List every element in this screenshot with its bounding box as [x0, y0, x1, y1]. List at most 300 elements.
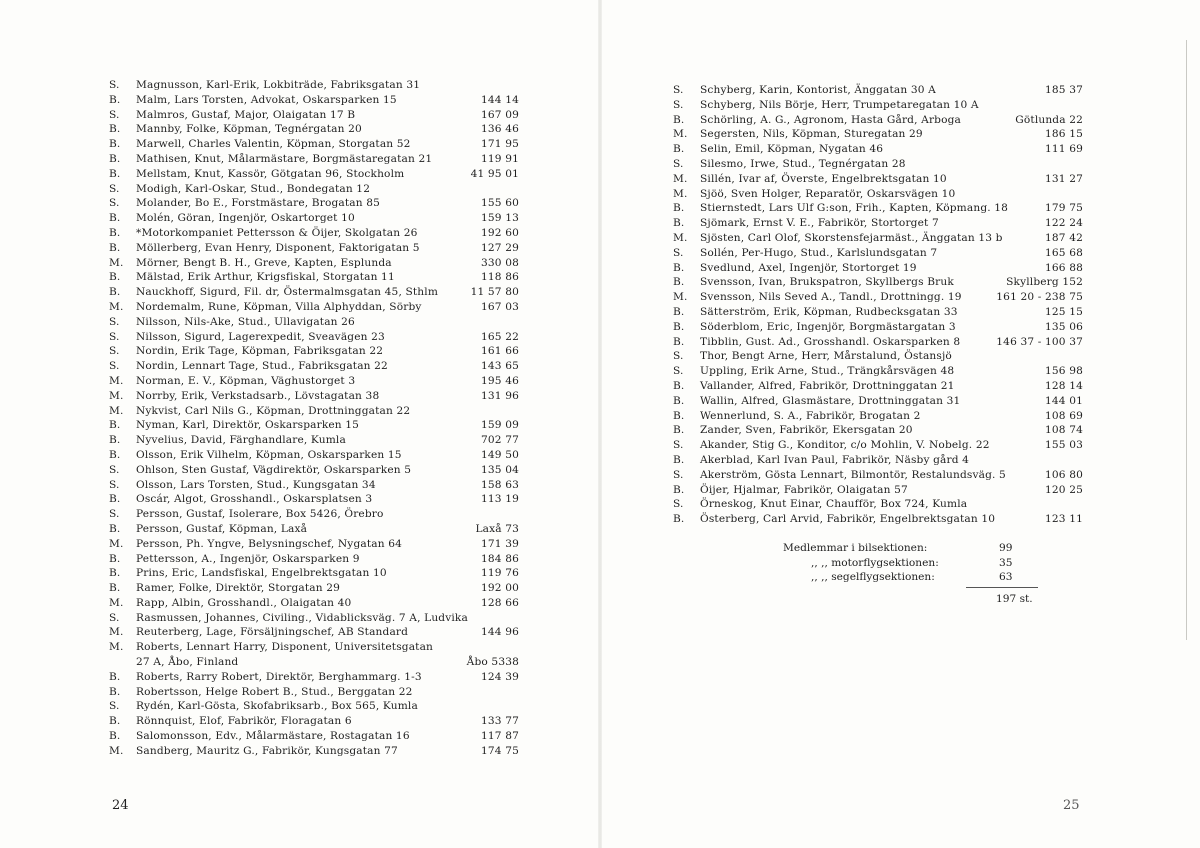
- phone-number: 131 96: [481, 389, 519, 402]
- member-entry: [673, 127, 1083, 142]
- member-name-address: Sollén, Per-Hugo, Stud., Karlslundsgatan 7: [700, 246, 938, 259]
- summary-total: 197 st.: [996, 593, 1033, 605]
- phone-number: 144 14: [481, 93, 519, 106]
- member-entry: [109, 729, 519, 744]
- member-name-address: Stiernstedt, Lars Ulf G:son, Frih., Kapten, Köpmang. 18: [700, 202, 1009, 215]
- member-name-address: Sandberg, Mauritz G., Fabrikör, Kungsgatan 77: [136, 744, 398, 757]
- section-code: M.: [109, 404, 124, 417]
- member-name-address: Nordin, Lennart Tage, Stud., Fabriksgatan 22: [136, 360, 388, 373]
- member-name-address: Olsson, Erik Vilhelm, Köpman, Oskarsparken 15: [136, 448, 402, 461]
- section-code: B.: [109, 493, 121, 506]
- phone-number: 118 86: [481, 271, 519, 284]
- section-code: M.: [109, 596, 124, 609]
- phone-number: 702 77: [481, 434, 519, 447]
- member-name-address: Segersten, Nils, Köpman, Sturegatan 29: [700, 128, 923, 141]
- member-name-address: Örneskog, Knut Einar, Chaufför, Box 724, Kumla: [700, 498, 968, 511]
- member-entry: [109, 596, 519, 611]
- section-code: S.: [109, 345, 120, 358]
- section-code: B.: [673, 320, 685, 333]
- member-name-address: Silesmo, Irwe, Stud., Tegnérgatan 28: [700, 157, 906, 170]
- section-code: B.: [109, 212, 121, 225]
- member-name-address: Salomonsson, Edv., Målarmästare, Rostagatan 16: [136, 730, 410, 743]
- section-code: M.: [109, 256, 124, 269]
- member-entry: [109, 122, 519, 137]
- page-edge-mark: [1186, 40, 1187, 640]
- member-name-address: Nordin, Erik Tage, Köpman, Fabriksgatan 22: [136, 345, 384, 358]
- member-entry: [109, 418, 519, 433]
- section-code: B.: [109, 241, 121, 254]
- section-code: B.: [109, 138, 121, 151]
- section-code: S.: [109, 700, 120, 713]
- member-list-right: [673, 83, 1083, 527]
- section-code: B.: [673, 379, 685, 392]
- member-list-left: [109, 78, 519, 759]
- member-entry: [109, 137, 519, 152]
- member-name-address: Svedlund, Axel, Ingenjör, Stortorget 19: [700, 261, 917, 274]
- member-entry: [109, 270, 519, 285]
- phone-number: 159 13: [481, 212, 519, 225]
- section-code: B.: [109, 582, 121, 595]
- member-name-address: Nyvelius, David, Färghandlare, Kumla: [136, 434, 346, 447]
- section-code: M.: [109, 626, 124, 639]
- page-number-left: 24: [112, 798, 129, 813]
- phone-number: 155 60: [481, 197, 519, 210]
- member-entry: [109, 522, 519, 537]
- member-name-address: Wennerlund, S. A., Fabrikör, Brogatan 2: [700, 409, 921, 422]
- member-name-address: Mellstam, Knut, Kassör, Götgatan 96, Stockholm: [136, 167, 405, 180]
- section-code: B.: [673, 276, 685, 289]
- section-code: M.: [109, 300, 124, 313]
- member-name-address: Sätterström, Erik, Köpman, Rudbecksgatan 33: [700, 305, 958, 318]
- member-name-address: Norman, E. V., Köpman, Väghustorget 3: [136, 374, 356, 387]
- member-entry: [109, 670, 519, 685]
- section-code: M.: [109, 374, 124, 387]
- member-name-address: Rydén, Karl-Gösta, Skofabriksarb., Box 565, Kumla: [136, 700, 418, 713]
- member-entry: [109, 211, 519, 226]
- section-code: S.: [109, 182, 120, 195]
- member-entry: [673, 113, 1083, 128]
- phone-number: 120 25: [1045, 483, 1083, 496]
- phone-number: 155 03: [1045, 439, 1083, 452]
- phone-number: 192 00: [481, 582, 519, 595]
- summary-label: ,, ,, motorflygsektionen:: [811, 556, 939, 569]
- member-name-address: Zander, Sven, Fabrikör, Ekersgatan 20: [700, 424, 913, 437]
- phone-number: 128 14: [1045, 379, 1083, 392]
- member-entry: [109, 78, 519, 93]
- member-entry: [673, 275, 1083, 290]
- summary-row-motorflyg: [783, 556, 1043, 571]
- member-name-address: Akerblad, Karl Ivan Paul, Fabrikör, Näsby gård 4: [700, 453, 970, 466]
- member-entry: [673, 290, 1083, 305]
- phone-number: 108 74: [1045, 424, 1083, 437]
- phone-number: 119 76: [481, 567, 519, 580]
- section-code: B.: [673, 394, 685, 407]
- member-entry: [109, 714, 519, 729]
- phone-number: 161 20 - 238 75: [996, 291, 1083, 304]
- section-code: B.: [109, 286, 121, 299]
- section-code: S.: [109, 478, 120, 491]
- phone-number: 122 24: [1045, 217, 1083, 230]
- page-number-right: 25: [1063, 798, 1080, 813]
- phone-number: 158 63: [481, 478, 519, 491]
- section-code: S.: [673, 157, 684, 170]
- phone-number: 108 69: [1045, 409, 1083, 422]
- summary-label: ,, ,, segelflygsektionen:: [811, 571, 935, 583]
- phone-number: 144 96: [481, 626, 519, 639]
- section-code: B.: [109, 226, 121, 239]
- phone-number: 135 06: [1045, 320, 1083, 333]
- member-entry: [673, 83, 1083, 98]
- member-name-address: Rasmussen, Johannes, Civiling., Vidablicksväg. 7 A, Ludvika: [136, 611, 468, 624]
- member-name-address: Sjöö, Sven Holger, Reparatör, Oskarsvägen 10: [700, 187, 956, 200]
- section-code: S.: [109, 315, 120, 328]
- section-code: B.: [109, 522, 121, 535]
- member-name-address: Molén, Göran, Ingenjör, Oskartorget 10: [136, 212, 355, 225]
- section-code: B.: [673, 305, 685, 318]
- member-entry: [109, 93, 519, 108]
- member-entry: [673, 349, 1083, 364]
- member-entry: [673, 201, 1083, 216]
- member-entry: [109, 640, 519, 655]
- member-name-address: Malm, Lars Torsten, Advokat, Oskarsparken 15: [136, 93, 397, 106]
- member-name-address: 27 A, Åbo, Finland: [136, 656, 239, 669]
- section-code: B.: [109, 552, 121, 565]
- phone-number: 167 03: [481, 300, 519, 313]
- phone-number: 167 09: [481, 108, 519, 121]
- section-code: S.: [673, 98, 684, 111]
- section-code: M.: [109, 537, 124, 550]
- member-name-address: Pettersson, A., Ingenjör, Oskarsparken 9: [136, 552, 360, 565]
- member-entry: [673, 468, 1083, 483]
- member-entry: [673, 379, 1083, 394]
- section-code: B.: [109, 152, 121, 165]
- section-code: B.: [673, 424, 685, 437]
- member-entry: [109, 507, 519, 522]
- phone-number: 128 66: [481, 596, 519, 609]
- member-name-address: Österberg, Carl Arvid, Fabrikör, Engelbrektsgatan 10: [700, 513, 996, 526]
- section-code: B.: [673, 113, 685, 126]
- member-name-address: Wallin, Alfred, Glasmästare, Drottninggatan 31: [700, 394, 961, 407]
- member-entry: [673, 483, 1083, 498]
- member-name-address: Svensson, Nils Seved A., Tandl., Drottningg. 19: [700, 291, 962, 304]
- member-entry: [673, 497, 1083, 512]
- member-name-address: Nauckhoff, Sigurd, Fil. dr, Östermalmsgatan 45, Sthlm: [136, 286, 439, 299]
- section-code: M.: [109, 744, 124, 757]
- phone-number: 186 15: [1045, 128, 1083, 141]
- member-name-address: Oscár, Algot, Grosshandl., Oskarsplatsen 3: [136, 493, 373, 506]
- member-entry: [109, 744, 519, 759]
- member-name-address: Akander, Stig G., Konditor, c/o Mohlin, V. Nobelg. 22: [700, 439, 990, 452]
- member-name-address: Roberts, Lennart Harry, Disponent, Universitetsgatan: [136, 641, 434, 654]
- member-entry: [109, 463, 519, 478]
- member-name-address: Rönnquist, Elof, Fabrikör, Floragatan 6: [136, 715, 352, 728]
- member-entry: [673, 261, 1083, 276]
- member-entry: [673, 394, 1083, 409]
- section-code: B.: [109, 434, 121, 447]
- phone-number: 159 09: [481, 419, 519, 432]
- member-entry: [109, 699, 519, 714]
- member-name-address: Thor, Bengt Arne, Herr, Mårstalund, Östansjö: [700, 350, 952, 363]
- phone-number: 11 57 80: [470, 286, 519, 299]
- summary-row-bil: [783, 541, 1043, 556]
- phone-number: 149 50: [481, 448, 519, 461]
- section-code: S.: [109, 197, 120, 210]
- section-code: B.: [673, 513, 685, 526]
- phone-number: 192 60: [481, 226, 519, 239]
- member-name-address: *Motorkompaniet Pettersson & Öijer, Skolgatan 26: [136, 226, 418, 239]
- summary-label: Medlemmar i bilsektionen:: [783, 542, 928, 554]
- section-code: B.: [109, 670, 121, 683]
- member-name-address: Ramer, Folke, Direktör, Storgatan 29: [136, 582, 341, 595]
- phone-number: 195 46: [481, 374, 519, 387]
- phone-number: 127 29: [481, 241, 519, 254]
- phone-number: 165 68: [1045, 246, 1083, 259]
- member-name-address: Nilsson, Nils-Ake, Stud., Ullavigatan 26: [136, 315, 355, 328]
- member-entry: [109, 359, 519, 374]
- phone-number: 165 22: [481, 330, 519, 343]
- phone-number: 131 27: [1045, 172, 1083, 185]
- member-entry: [109, 256, 519, 271]
- section-code: M.: [109, 641, 124, 654]
- phone-number: Skyllberg 152: [1006, 276, 1083, 289]
- phone-number: Götlunda 22: [1015, 113, 1083, 126]
- section-code: S.: [673, 246, 684, 259]
- member-entry: [109, 374, 519, 389]
- member-entry: [673, 98, 1083, 113]
- member-entry: [109, 581, 519, 596]
- member-name-address: Sillén, Ivar af, Överste, Engelbrektsgatan 10: [700, 172, 947, 185]
- phone-number: 123 11: [1045, 513, 1083, 526]
- member-entry: [109, 611, 519, 626]
- phone-number: 113 19: [481, 493, 519, 506]
- section-code: S.: [109, 330, 120, 343]
- member-name-address: Persson, Gustaf, Köpman, Laxå: [136, 522, 308, 535]
- section-code: M.: [673, 128, 688, 141]
- section-code: B.: [673, 453, 685, 466]
- member-name-address: Molander, Bo E., Forstmästare, Brogatan 85: [136, 197, 381, 210]
- member-entry: [673, 305, 1083, 320]
- section-code: B.: [673, 202, 685, 215]
- section-code: M.: [673, 187, 688, 200]
- section-code: B.: [109, 271, 121, 284]
- member-entry: [673, 438, 1083, 453]
- summary-value: 63: [999, 571, 1013, 583]
- phone-number: 185 37: [1045, 84, 1083, 96]
- member-name-address: Reuterberg, Lage, Försäljningschef, AB Standard: [136, 626, 409, 639]
- member-name-address: Rapp, Albin, Grosshandl., Olaigatan 40: [136, 596, 352, 609]
- summary-row-segelflyg: [783, 570, 1043, 585]
- summary-value: 35: [999, 556, 1013, 569]
- member-entry: [109, 108, 519, 123]
- member-name-address: Marwell, Charles Valentin, Köpman, Storgatan 52: [136, 138, 411, 151]
- section-code: S.: [673, 84, 684, 96]
- section-code: S.: [673, 350, 684, 363]
- member-name-address: Schörling, A. G., Agronom, Hasta Gård, Arboga: [700, 113, 962, 126]
- section-code: B.: [673, 217, 685, 230]
- member-entry: [109, 152, 519, 167]
- member-entry: [109, 433, 519, 448]
- section-code: B.: [109, 123, 121, 136]
- phone-number: 135 04: [481, 463, 519, 476]
- member-entry: [673, 335, 1083, 350]
- member-name-address: Schyberg, Karin, Kontorist, Änggatan 30 A: [700, 84, 936, 96]
- phone-number: Laxå 73: [475, 522, 519, 535]
- member-name-address: Öijer, Hjalmar, Fabrikör, Olaigatan 57: [700, 483, 908, 496]
- member-name-address: Nordemalm, Rune, Köpman, Villa Alphyddan, Sörby: [136, 300, 422, 313]
- member-name-address: Mathisen, Knut, Målarmästare, Borgmästaregatan 21: [136, 152, 433, 165]
- member-entry: [673, 512, 1083, 527]
- section-code: B.: [109, 685, 121, 698]
- phone-number: 330 08: [481, 256, 519, 269]
- phone-number: 161 66: [481, 345, 519, 358]
- member-entry: [109, 655, 519, 670]
- member-entry: [109, 330, 519, 345]
- member-name-address: Akerström, Gösta Lennart, Bilmontör, Restalundsväg. 5: [700, 468, 1006, 481]
- member-entry: [109, 300, 519, 315]
- member-name-address: Mannby, Folke, Köpman, Tegnérgatan 20: [136, 123, 362, 136]
- section-code: B.: [109, 167, 121, 180]
- phone-number: 133 77: [481, 715, 519, 728]
- section-code: S.: [673, 498, 684, 511]
- membership-summary: [783, 541, 1043, 585]
- member-name-address: Möllerberg, Evan Henry, Disponent, Faktorigatan 5: [136, 241, 420, 254]
- member-entry: [673, 172, 1083, 187]
- member-name-address: Sjömark, Ernst V. E., Fabrikör, Stortorget 7: [700, 217, 939, 230]
- section-code: B.: [109, 419, 121, 432]
- section-code: S.: [109, 508, 120, 521]
- phone-number: 146 37 - 100 37: [996, 335, 1083, 348]
- section-code: B.: [109, 715, 121, 728]
- member-name-address: Norrby, Erik, Verkstadsarb., Lövstagatan 38: [136, 389, 380, 402]
- phone-number: 136 46: [481, 123, 519, 136]
- phone-number: 117 87: [481, 730, 519, 743]
- member-entry: [673, 142, 1083, 157]
- section-code: B.: [673, 409, 685, 422]
- section-code: B.: [673, 261, 685, 274]
- member-name-address: Robertsson, Helge Robert B., Stud., Berggatan 22: [136, 685, 413, 698]
- member-name-address: Söderblom, Eric, Ingenjör, Borgmästargatan 3: [700, 320, 956, 333]
- section-code: B.: [109, 448, 121, 461]
- member-name-address: Mörner, Bengt B. H., Greve, Kapten, Esplunda: [136, 256, 392, 269]
- section-code: B.: [673, 335, 685, 348]
- member-entry: [109, 552, 519, 567]
- section-code: B.: [673, 483, 685, 496]
- member-entry: [109, 315, 519, 330]
- phone-number: 41 95 01: [470, 167, 519, 180]
- phone-number: 143 65: [481, 360, 519, 373]
- member-name-address: Svensson, Ivan, Brukspatron, Skyllbergs Bruk: [700, 276, 954, 289]
- member-name-address: Nykvist, Carl Nils G., Köpman, Drottninggatan 22: [136, 404, 411, 417]
- member-name-address: Ohlson, Sten Gustaf, Vägdirektör, Oskarsparken 5: [136, 463, 412, 476]
- summary-value: 99: [999, 542, 1013, 554]
- section-code: S.: [673, 439, 684, 452]
- member-name-address: Schyberg, Nils Börje, Herr, Trumpetaregatan 10 A: [700, 98, 979, 111]
- section-code: B.: [673, 143, 685, 156]
- member-name-address: Sjösten, Carl Olof, Skorstensfejarmäst., Änggatan 13 b: [700, 231, 1003, 244]
- section-code: B.: [109, 93, 121, 106]
- phone-number: 106 80: [1045, 468, 1083, 481]
- section-code: S.: [673, 365, 684, 378]
- member-entry: [109, 448, 519, 463]
- phone-number: 125 15: [1045, 305, 1083, 318]
- member-name-address: Roberts, Rarry Robert, Direktör, Berghammarg. 1-3: [136, 670, 422, 683]
- member-entry: [673, 409, 1083, 424]
- member-entry: [109, 537, 519, 552]
- member-entry: [109, 625, 519, 640]
- member-entry: [109, 167, 519, 182]
- member-entry: [673, 157, 1083, 172]
- section-code: S.: [109, 79, 120, 91]
- member-entry: [673, 423, 1083, 438]
- member-name-address: Prins, Eric, Landsfiskal, Engelbrektsgatan 10: [136, 567, 387, 580]
- phone-number: 111 69: [1045, 143, 1083, 156]
- member-entry: [109, 478, 519, 493]
- section-code: S.: [109, 611, 120, 624]
- member-name-address: Magnusson, Karl-Erik, Lokbiträde, Fabriksgatan 31: [136, 79, 421, 91]
- section-code: M.: [673, 231, 688, 244]
- member-entry: [109, 226, 519, 241]
- right-page: [600, 0, 1200, 848]
- member-entry: [109, 344, 519, 359]
- member-entry: [109, 685, 519, 700]
- section-code: S.: [109, 463, 120, 476]
- phone-number: 156 98: [1045, 365, 1083, 378]
- phone-number: 144 01: [1045, 394, 1083, 407]
- section-code: B.: [109, 567, 121, 580]
- phone-number: 184 86: [481, 552, 519, 565]
- section-code: M.: [673, 172, 688, 185]
- member-name-address: Persson, Gustaf, Isolerare, Box 5426, Örebro: [136, 508, 384, 521]
- member-entry: [109, 196, 519, 211]
- member-entry: [109, 492, 519, 507]
- section-code: S.: [109, 360, 120, 373]
- member-entry: [673, 364, 1083, 379]
- member-name-address: Uppling, Erik Arne, Stud., Trängkårsvägen 48: [700, 365, 955, 378]
- phone-number: 179 75: [1045, 202, 1083, 215]
- member-entry: [673, 231, 1083, 246]
- section-code: S.: [109, 108, 120, 121]
- phone-number: 166 88: [1045, 261, 1083, 274]
- member-entry: [109, 389, 519, 404]
- summary-rule: [966, 587, 1038, 588]
- member-name-address: Mälstad, Erik Arthur, Krigsfiskal, Storgatan 11: [136, 271, 395, 284]
- member-name-address: Olsson, Lars Torsten, Stud., Kungsgatan 34: [136, 478, 376, 491]
- section-code: S.: [673, 468, 684, 481]
- member-entry: [109, 285, 519, 300]
- member-name-address: Malmros, Gustaf, Major, Olaigatan 17 B: [136, 108, 356, 121]
- member-entry: [109, 241, 519, 256]
- member-entry: [673, 187, 1083, 202]
- member-entry: [109, 566, 519, 581]
- phone-number: 171 95: [481, 138, 519, 151]
- phone-number: 174 75: [481, 744, 519, 757]
- phone-number: 119 91: [481, 152, 519, 165]
- member-name-address: Nilsson, Sigurd, Lagerexpedit, Sveavägen 23: [136, 330, 385, 343]
- member-entry: [109, 182, 519, 197]
- member-entry: [673, 216, 1083, 231]
- member-entry: [109, 404, 519, 419]
- section-code: B.: [109, 730, 121, 743]
- phone-number: Åbo 5338: [466, 656, 519, 669]
- phone-number: 187 42: [1045, 231, 1083, 244]
- member-name-address: Tibblin, Gust. Ad., Grosshandl. Oskarsparken 8: [700, 335, 961, 348]
- phone-number: 171 39: [481, 537, 519, 550]
- member-entry: [673, 453, 1083, 468]
- member-name-address: Modigh, Karl-Oskar, Stud., Bondegatan 12: [136, 182, 371, 195]
- member-name-address: Persson, Ph. Yngve, Belysningschef, Nygatan 64: [136, 537, 402, 550]
- member-entry: [673, 246, 1083, 261]
- section-code: M.: [673, 291, 688, 304]
